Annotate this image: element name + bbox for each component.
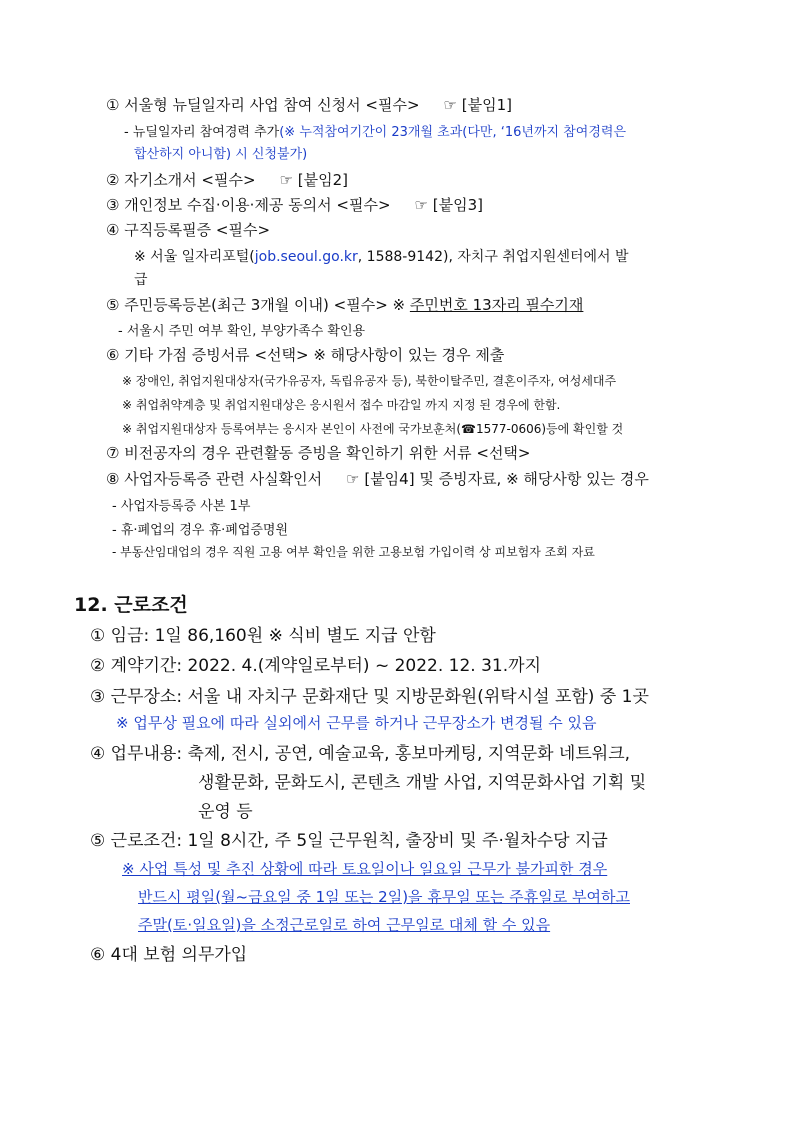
doc-item-7: ⑦ 비전공자의 경우 관련활동 증빙을 확인하기 위한 서류 <선택> <box>106 444 531 462</box>
doc-item-1-text: ① 서울형 뉴딜일자리 사업 참여 신청서 <필수> <box>106 96 420 114</box>
condition-hours: ⑤ 근로조건: 1일 8시간, 주 5일 근무원칙, 출장비 및 주·월차수당 지급 <box>90 831 608 851</box>
doc-item-8 <box>106 468 649 489</box>
doc-item-2-text: ② 자기소개서 <필수> <box>106 171 256 189</box>
doc-item-8-note-1: - 사업자등록증 사본 1부 <box>112 499 251 514</box>
doc-item-2 <box>106 169 348 190</box>
doc-item-1-note-b: (※ 누적참여기간이 23개월 초과(다만, ‘16년까지 참여경력은 <box>279 125 626 140</box>
condition-hours-note-1: ※ 사업 특성 및 추진 상황에 따라 토요일이나 일요일 근무가 불가피한 경우 <box>122 860 608 878</box>
condition-duties-cont-1: 생활문화, 문화도시, 콘텐츠 개발 사업, 지역문화사업 기획 및 <box>198 773 647 793</box>
doc-item-8-note-3: - 부동산임대업의 경우 직원 고용 여부 확인을 위한 고용보험 가입이력 상 피보험자 조회 자료 <box>112 545 595 559</box>
condition-hours-note-2: 반드시 평일(월~금요일 중 1일 또는 2일)을 휴무일 또는 주휴일로 부여하고 <box>138 888 630 906</box>
doc-item-2-ref: ☞ [붙임2] <box>279 171 349 189</box>
doc-item-4: ④ 구직등록필증 <필수> <box>106 221 271 239</box>
doc-item-4-note-b: , 1588-9142), 자치구 취업지원센터에서 발 <box>357 249 629 265</box>
doc-item-3 <box>106 194 483 215</box>
doc-item-1-note-a: - 뉴딜일자리 참여경력 추가 <box>124 125 280 140</box>
condition-duties: ④ 업무내용: 축제, 전시, 공연, 예술교육, 홍보마케팅, 지역문화 네트워크, <box>90 744 631 764</box>
doc-item-8-text: ⑧ 사업자등록증 관련 사실확인서 <box>106 470 323 488</box>
doc-item-1-note <box>124 121 626 140</box>
doc-item-4-note-a: ※ 서울 일자리포털( <box>134 249 255 265</box>
doc-item-8-ref: ☞ [붙임4] 및 증빙자료, ※ 해당사항 있는 경우 <box>346 470 649 488</box>
doc-item-5-emphasis: 주민번호 13자리 필수기재 <box>409 296 584 314</box>
doc-item-3-text: ③ 개인정보 수집·이용·제공 동의서 <필수> <box>106 196 391 214</box>
doc-item-1 <box>106 94 512 115</box>
doc-item-1-ref: ☞ [붙임1] <box>443 96 512 114</box>
portal-url: job.seoul.go.kr <box>254 249 358 265</box>
doc-item-6-note-2: ※ 취업취약계층 및 취업지원대상은 응시원서 접수 마감일 까지 지정 된 경우에 한함. <box>122 398 561 412</box>
condition-hours-note-3: 주말(토·일요일)을 소정근로일로 하여 근무일로 대체 할 수 있음 <box>138 916 551 934</box>
condition-duties-cont-2: 운영 등 <box>198 802 253 822</box>
doc-item-4-note <box>134 246 629 266</box>
condition-wage: ① 임금: 1일 86,160원 ※ 식비 별도 지급 안함 <box>90 626 436 646</box>
section-heading: 12. 근로조건 <box>74 594 188 616</box>
doc-item-5-note: - 서울시 주민 여부 확인, 부양가족수 확인용 <box>118 324 366 339</box>
condition-period: ② 계약기간: 2022. 4.(계약일로부터) ~ 2022. 12. 31.까지 <box>90 656 541 676</box>
condition-workplace: ③ 근무장소: 서울 내 자치구 문화재단 및 지방문화원(위탁시설 포함) 중 1곳 <box>90 687 649 707</box>
doc-item-6-note-3: ※ 취업지원대상자 등록여부는 응시자 본인이 사전에 국가보훈처(☎1577-0606)등에 확인할 것 <box>122 422 624 436</box>
doc-item-6: ⑥ 기타 가점 증빙서류 <선택> ※ 해당사항이 있는 경우 제출 <box>106 346 505 364</box>
doc-item-3-ref: ☞ [붙임3] <box>414 196 483 214</box>
condition-insurance: ⑥ 4대 보험 의무가입 <box>90 945 248 965</box>
condition-workplace-note: ※ 업무상 필요에 따라 실외에서 근무를 하거나 근무장소가 변경될 수 있음 <box>116 714 597 732</box>
doc-item-1-note-c: 합산하지 아니함) 시 신청불가) <box>134 147 308 162</box>
doc-item-8-note-2: - 휴·폐업의 경우 휴·폐업증명원 <box>112 523 289 538</box>
doc-item-5-text: ⑤ 주민등록등본(최근 3개월 이내) <필수> ※ <box>106 296 410 314</box>
doc-item-5 <box>106 294 583 315</box>
doc-item-4-note-c: 급 <box>134 272 148 288</box>
doc-item-6-note-1: ※ 장애인, 취업지원대상자(국가유공자, 독립유공자 등), 북한이탈주민, 결혼이주자, 여성세대주 <box>122 374 617 388</box>
